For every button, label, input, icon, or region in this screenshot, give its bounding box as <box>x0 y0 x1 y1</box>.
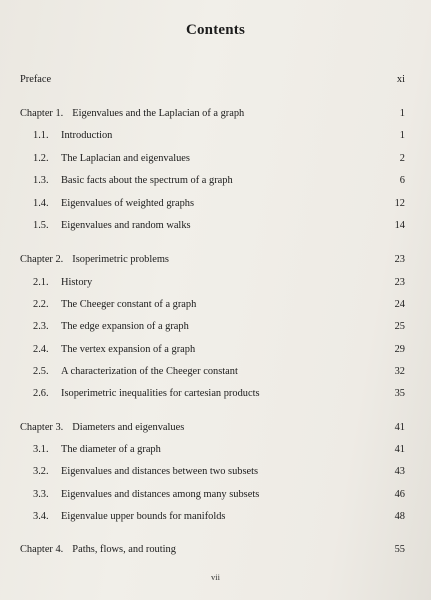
section-number: 3.1. <box>33 444 49 455</box>
section-number: 1.5. <box>33 220 49 231</box>
toc-chapter-4 <box>20 543 405 556</box>
toc-section <box>33 443 405 456</box>
section-number: 2.4. <box>33 344 49 355</box>
preface-label: Preface <box>20 74 52 85</box>
chapter-page: 41 <box>394 422 405 433</box>
toc-section <box>33 510 405 523</box>
toc-chapter-2 <box>20 253 405 266</box>
section-page: 43 <box>394 466 405 477</box>
section-number: 3.3. <box>33 489 49 500</box>
section-page: 25 <box>394 321 405 332</box>
section-title: Introduction <box>61 130 113 141</box>
chapter-title: Paths, flows, and routing <box>72 544 176 555</box>
chapter-number: Chapter 1. <box>20 108 64 119</box>
section-title: The Laplacian and eigenvalues <box>61 153 190 164</box>
chapter-title: Diameters and eigenvalues <box>72 422 185 433</box>
section-page: 14 <box>394 220 405 231</box>
toc-section <box>33 387 405 400</box>
section-page: 41 <box>394 444 405 455</box>
toc-chapter-1 <box>20 107 405 120</box>
toc-section <box>33 365 405 378</box>
section-page: 1 <box>399 130 405 141</box>
section-page: 24 <box>394 299 405 310</box>
preface-page: xi <box>396 74 405 85</box>
chapter-page: 1 <box>399 108 405 119</box>
section-title: The vertex expansion of a graph <box>61 344 196 355</box>
section-number: 1.4. <box>33 198 49 209</box>
chapter-title: Isoperimetric problems <box>72 254 169 265</box>
chapter-number: Chapter 3. <box>20 422 64 433</box>
section-number: 3.2. <box>33 466 49 477</box>
toc-section <box>33 219 405 232</box>
section-title: Eigenvalues and random walks <box>61 220 191 231</box>
section-title: Eigenvalues and distances between two subsets <box>61 466 259 477</box>
section-page: 32 <box>394 366 405 377</box>
section-page: 46 <box>394 489 405 500</box>
section-title: Eigenvalues of weighted graphs <box>61 198 195 209</box>
chapter-number: Chapter 4. <box>20 544 64 555</box>
section-page: 48 <box>394 511 405 522</box>
section-title: Basic facts about the spectrum of a graph <box>61 175 233 186</box>
toc-section <box>33 276 405 289</box>
toc-section <box>33 488 405 501</box>
section-number: 1.1. <box>33 130 49 141</box>
toc-section <box>33 152 405 165</box>
toc-section <box>33 320 405 333</box>
section-page: 2 <box>399 153 405 164</box>
section-title: The diameter of a graph <box>61 444 161 455</box>
toc-section <box>33 298 405 311</box>
section-title: History <box>61 277 93 288</box>
toc-chapter-3 <box>20 421 405 434</box>
section-title: Eigenvalue upper bounds for manifolds <box>61 511 226 522</box>
chapter-page: 23 <box>394 254 405 265</box>
section-page: 23 <box>394 277 405 288</box>
toc-section <box>33 197 405 210</box>
section-number: 2.3. <box>33 321 49 332</box>
toc-section <box>33 465 405 478</box>
chapter-page: 55 <box>394 544 405 555</box>
section-number: 1.2. <box>33 153 49 164</box>
chapter-number: Chapter 2. <box>20 254 64 265</box>
section-page: 35 <box>394 388 405 399</box>
section-number: 2.2. <box>33 299 49 310</box>
section-number: 2.6. <box>33 388 49 399</box>
toc-section <box>33 129 405 142</box>
section-title: The Cheeger constant of a graph <box>61 299 197 310</box>
section-number: 2.5. <box>33 366 49 377</box>
section-page: 6 <box>399 175 405 186</box>
toc-section <box>33 174 405 187</box>
section-number: 3.4. <box>33 511 49 522</box>
page-title: Contents <box>185 22 246 38</box>
toc-entry-preface <box>20 73 405 86</box>
section-number: 2.1. <box>33 277 49 288</box>
section-title: A characterization of the Cheeger constant <box>61 366 238 377</box>
section-page: 29 <box>394 344 405 355</box>
page-number-footer: vii <box>211 572 220 582</box>
chapter-title: Eigenvalues and the Laplacian of a graph <box>72 108 245 119</box>
section-number: 1.3. <box>33 175 49 186</box>
toc-section <box>33 343 405 356</box>
section-title: Eigenvalues and distances among many subsets <box>61 489 260 500</box>
section-page: 12 <box>394 198 405 209</box>
section-title: Isoperimetric inequalities for cartesian products <box>61 388 260 399</box>
section-title: The edge expansion of a graph <box>61 321 189 332</box>
